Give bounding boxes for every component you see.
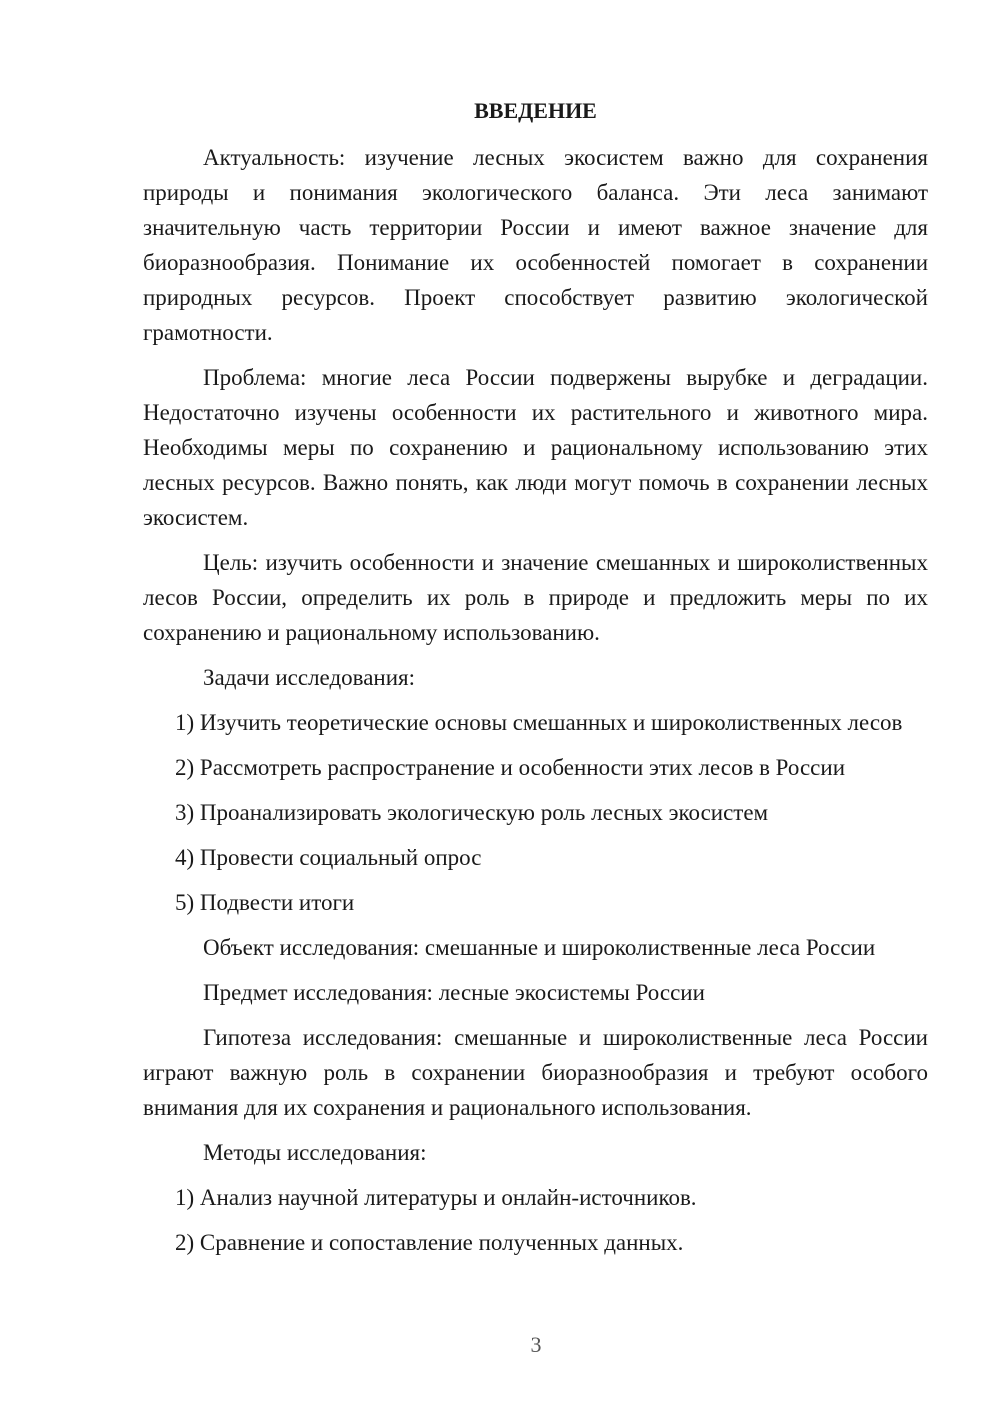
task-item: 3) Проанализировать экологическую роль лесных экосистем xyxy=(175,800,769,825)
hypothesis-paragraph: Гипотеза исследования: смешанные и широколиственные леса России играют важную роль в сохранении биоразнообразия и требуют особого внимания для их сохранения и рационального использования. xyxy=(143,1025,928,1120)
problem-paragraph: Проблема: многие леса России подвержены вырубке и деградации. Недостаточно изучены особенности их растительного и животного мира. Необходимы меры по сохранению и рациональному использованию этих лесных ресурсов. Важно понять, как люди могут помочь в сохранении лесных экосистем. xyxy=(143,365,928,530)
goal-paragraph: Цель: изучить особенности и значение смешанных и широколиственных лесов России, определить их роль в природе и предложить меры по их сохранению и рациональному использованию. xyxy=(143,550,928,645)
relevance-paragraph: Актуальность: изучение лесных экосистем важно для сохранения природы и понимания экологического баланса. Эти леса занимают значительную часть территории России и имеют важное значение для биоразнообразия. Понимание их особенностей помогает в сохранении природных ресурсов. Проект способствует развитию экологической грамотности. xyxy=(143,145,928,345)
method-item: 2) Сравнение и сопоставление полученных данных. xyxy=(175,1230,684,1255)
tasks-heading: Задачи исследования: xyxy=(203,665,416,690)
page-number: 3 xyxy=(530,1332,542,1357)
methods-heading: Методы исследования: xyxy=(203,1140,427,1165)
subject-paragraph: Предмет исследования: лесные экосистемы России xyxy=(203,980,705,1005)
method-item: 1) Анализ научной литературы и онлайн-источников. xyxy=(175,1185,697,1210)
task-item: 1) Изучить теоретические основы смешанных и широколиственных лесов xyxy=(175,710,903,735)
object-paragraph: Объект исследования: смешанные и широколиственные леса России xyxy=(203,935,876,960)
document-page xyxy=(143,93,928,1270)
task-item: 2) Рассмотреть распространение и особенности этих лесов в России xyxy=(175,755,845,780)
task-item: 5) Подвести итоги xyxy=(175,890,355,915)
task-item: 4) Провести социальный опрос xyxy=(175,845,482,870)
section-title: ВВЕДЕНИЕ xyxy=(474,98,597,123)
